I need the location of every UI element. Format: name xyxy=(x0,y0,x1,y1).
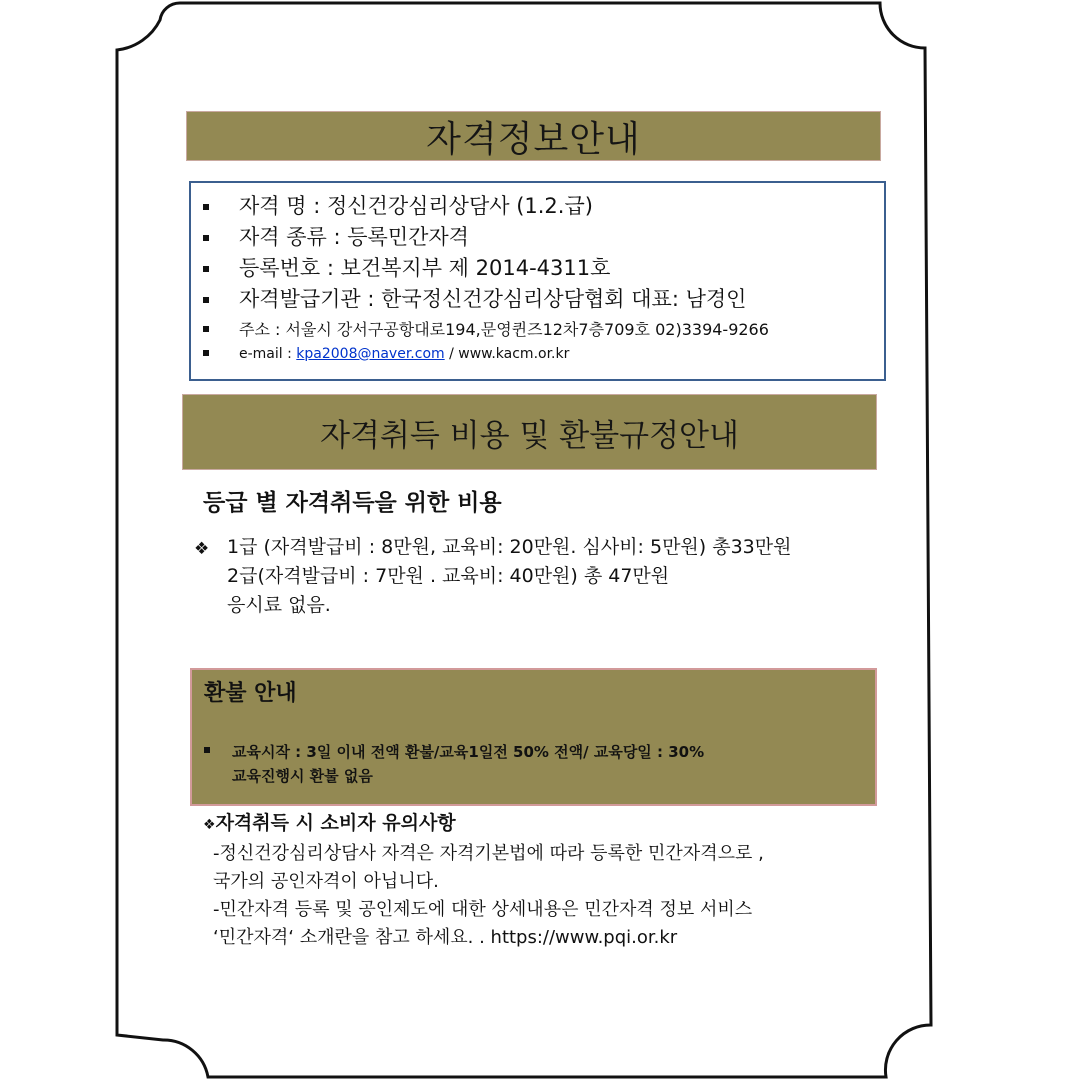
consumer-notice xyxy=(203,808,893,952)
refund-box xyxy=(190,668,877,806)
list-item xyxy=(203,342,884,366)
refund-line: 교육시작 : 3일 이내 전액 환불/교육1일전 50% 전액/ 교육당일 : 30% xyxy=(232,743,705,761)
square-bullet-icon xyxy=(203,350,209,356)
consumer-notice-title: ❖자격취득 시 소비자 유의사항 xyxy=(203,812,456,834)
qualification-info-list xyxy=(191,183,884,366)
cost-details xyxy=(227,533,791,620)
notice-line: -민간자격 등록 및 공인제도에 대한 상세내용은 민간자격 정보 서비스 xyxy=(213,899,753,920)
info-title-banner xyxy=(186,111,881,161)
cost-line-grade2: 2급(자격발급비 : 7만원 . 교육비: 40만원) 총 47만원 xyxy=(227,565,670,587)
cost-banner-title: 자격취득 비용 및 환불규정안내 xyxy=(320,417,739,454)
cost-line-grade1: 1급 (자격발급비 : 8만원, 교육비: 20만원. 심사비: 5만원) 총33만원 xyxy=(227,536,792,558)
square-bullet-icon xyxy=(203,235,209,241)
list-item: 등록번호 : 보건복지부 제 2014-4311호 xyxy=(203,253,884,284)
square-bullet-icon xyxy=(203,297,209,303)
refund-title: 환불 안내 xyxy=(204,681,297,706)
info-title: 자격정보안내 xyxy=(426,118,641,160)
consumer-notice-text xyxy=(203,840,893,952)
diamond-bullet-icon: ❖ xyxy=(203,817,216,833)
notice-line: ‘민간자격‘ 소개란을 참고 하세요. . https://www.pqi.or.kr xyxy=(213,927,678,948)
qualification-info-box xyxy=(189,181,886,381)
refund-line: 교육진행시 환불 없음 xyxy=(232,767,373,785)
website-text: / www.kacm.or.kr xyxy=(444,346,570,362)
list-item: 자격발급기관 : 한국정신건강심리상담협회 대표: 남경인 xyxy=(203,284,884,315)
cost-refund-banner xyxy=(182,394,877,470)
notice-line: -정신건강심리상담사 자격은 자격기본법에 따라 등록한 민간자격으로 , xyxy=(213,843,764,864)
square-bullet-icon xyxy=(204,747,210,753)
refund-policy xyxy=(232,740,862,788)
cost-heading: 등급 별 자격취득을 위한 비용 xyxy=(203,490,502,516)
cost-line-exam: 응시료 없음. xyxy=(227,594,331,616)
list-item: 주소 : 서울시 강서구공항대로194,문영퀸즈12차7층709호 02)3394-9266 xyxy=(203,317,884,342)
square-bullet-icon xyxy=(203,204,209,210)
notice-line: 국가의 공인자격이 아닙니다. xyxy=(213,871,439,892)
square-bullet-icon xyxy=(203,326,209,332)
square-bullet-icon xyxy=(203,266,209,272)
list-item: 자격 명 : 정신건강심리상담사 (1.2.급) xyxy=(203,191,884,222)
email-prefix: e-mail : xyxy=(239,346,297,362)
list-item: 자격 종류 : 등록민간자격 xyxy=(203,222,884,253)
diamond-bullet-icon: ❖ xyxy=(194,539,210,559)
email-link[interactable]: kpa2008@naver.com xyxy=(296,346,445,362)
